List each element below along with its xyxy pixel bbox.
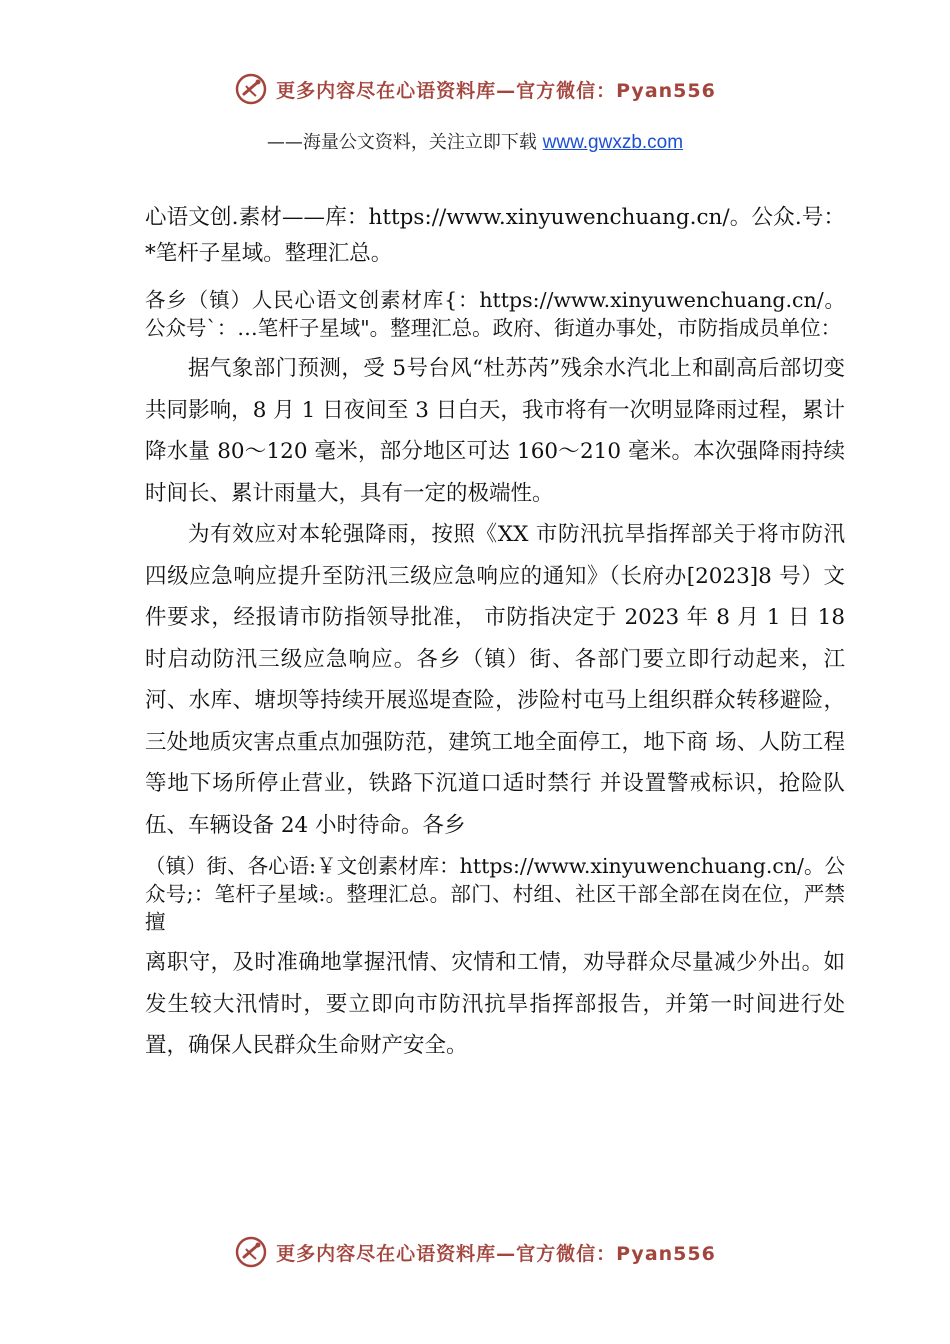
watermark-mid: （镇）街、各心语:￥文创素材库：https://www.xinyuwenchuang.cn/。公众号;：笔杆子星域:。整理汇总。部门、村组、社区干部全部在岗在位，严禁擅 — [145, 854, 845, 934]
page-footer — [0, 1235, 950, 1269]
document-body — [145, 200, 845, 1067]
subtitle-link[interactable]: www.gwxzb.com — [542, 132, 684, 153]
paragraph-3: 离职守，及时准确地掌握汛情、灾情和工情，劝导群众尽量减少外出。如发生较大汛情时，要立即向市防汛抗旱指挥部报告，并第一时间进行处置，确保人民群众生命财产安全。 — [145, 950, 845, 1058]
paragraph-1: 据气象部门预测，受 5号台风“杜苏芮”残余水汽北上和副高后部切变共同影响，8 月 1 日夜间至 3 日白天，我市将有一次明显降雨过程，累计降水量 80～120 毫米，部分地区可达 160～210 毫米。本次强降雨持续时间长、累计雨量大，具有一定的极端性。 — [145, 356, 845, 506]
subtitle-text: ——海量公文资料，关注立即下载 — [266, 132, 543, 153]
watermark-top: 心语文创.素材——库：https://www.xinyuwenchuang.cn/。公众.号：*笔杆子星域。整理汇总。 — [145, 205, 845, 266]
brand-logo-icon — [234, 72, 268, 106]
paragraph-2: 为有效应对本轮强降雨，按照《XX 市防汛抗旱指挥部关于将市防汛四级应急响应提升至防汛三级应急响应的通知》（长府办[2023]8 号）文件要求，经报请市防指领导批准， 市防指决定于 2023 年 8 月 1 日 18 时启动防汛三级应急响应。各乡（镇）街、各部门要立即行动起来，江河、水库、塘坝等持续开展巡堤查险，涉险村屯马上组织群众转移避险， 三处地质灾害点重点加强防范，建筑工地全面停工，地下商 场、人防工程等地下场所停止营业，铁路下沉道口适时禁行 并设置警戒标识，抢险队伍、车辆设备 24 小时待命。各乡 — [145, 522, 845, 838]
header-banner — [0, 72, 950, 106]
header-slogan: 更多内容尽在心语资料库—官方微信：Pyan556 — [276, 79, 716, 102]
footer-banner — [0, 1235, 950, 1269]
brand-logo-icon — [234, 1235, 268, 1269]
addressee: 各乡（镇）人民心语文创素材库{：https://www.xinyuwenchuang.cn/。公众号`：…笔杆子星域"。整理汇总。政府、街道办事处，市防指成员单位： — [145, 288, 845, 340]
header-subtitle — [0, 128, 950, 154]
footer-slogan: 更多内容尽在心语资料库—官方微信：Pyan556 — [276, 1242, 716, 1265]
page-header — [0, 72, 950, 154]
